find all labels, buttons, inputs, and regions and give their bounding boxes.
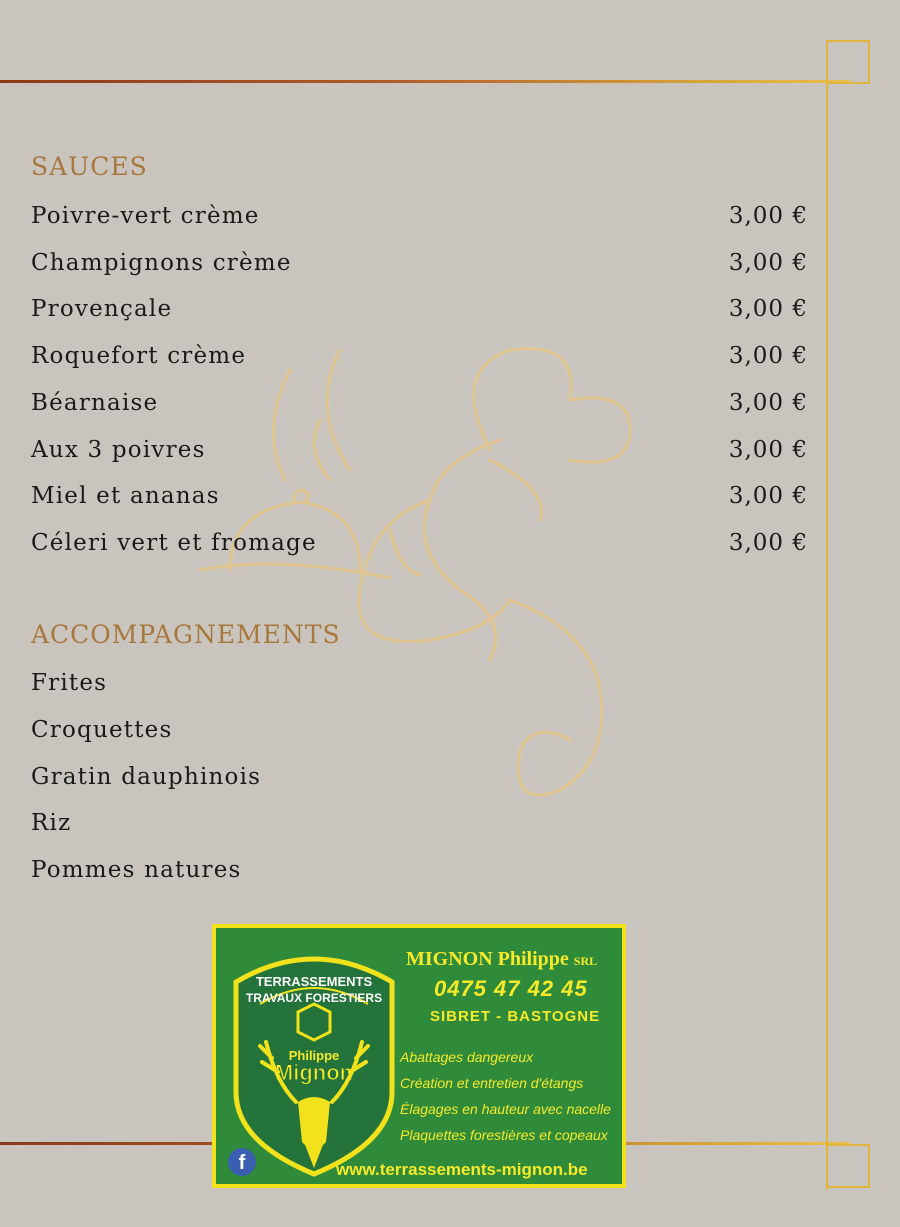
gold-corner-top xyxy=(826,40,870,84)
top-divider xyxy=(0,80,850,83)
company-suffix: SRL xyxy=(573,954,598,968)
logo-arc-top: TERRASSEMENTS xyxy=(255,974,373,989)
service-item: Plaquettes forestières et copeaux xyxy=(400,1127,608,1143)
item-name: Pommes natures xyxy=(31,857,242,883)
item-name: Aux 3 poivres xyxy=(31,437,206,463)
item-name: Gratin dauphinois xyxy=(31,764,262,790)
facebook-icon[interactable]: f xyxy=(228,1148,256,1176)
item-price: 3,00 € xyxy=(728,437,808,463)
company-name-text: MIGNON Philippe xyxy=(406,948,569,970)
menu-row xyxy=(31,757,808,797)
item-price: 3,00 € xyxy=(728,343,808,369)
menu-row xyxy=(31,476,808,516)
gold-corner-bottom xyxy=(826,1144,870,1188)
item-name: Riz xyxy=(31,810,72,836)
item-price: 3,00 € xyxy=(728,250,808,276)
menu-row xyxy=(31,803,808,843)
service-item: Abattages dangereux xyxy=(400,1049,534,1065)
service-item: Élagages en hauteur avec nacelle xyxy=(400,1101,611,1117)
item-name: Béarnaise xyxy=(31,390,159,416)
company-name xyxy=(406,948,621,971)
item-price: 3,00 € xyxy=(728,530,808,556)
company-logo-icon xyxy=(226,942,402,1180)
menu-row xyxy=(31,523,808,563)
item-name: Frites xyxy=(31,670,108,696)
menu-row xyxy=(31,710,808,750)
menu-row xyxy=(31,243,808,283)
item-name: Poivre-vert crème xyxy=(31,203,260,229)
item-name: Céleri vert et fromage xyxy=(31,530,317,556)
item-price: 3,00 € xyxy=(728,203,808,229)
item-name: Provençale xyxy=(31,296,173,322)
menu-row xyxy=(31,383,808,423)
item-price: 3,00 € xyxy=(728,296,808,322)
gold-frame-line xyxy=(826,40,828,1190)
services-list xyxy=(400,1044,611,1148)
menu-row xyxy=(31,196,808,236)
company-city: SIBRET - BASTOGNE xyxy=(430,1008,601,1025)
item-price: 3,00 € xyxy=(728,390,808,416)
item-price: 3,00 € xyxy=(728,483,808,509)
item-name: Champignons crème xyxy=(31,250,292,276)
website-link[interactable]: www.terrassements-mignon.be xyxy=(336,1160,588,1179)
menu-row xyxy=(31,430,808,470)
phone-number[interactable]: 0475 47 42 45 xyxy=(434,976,588,1001)
sauces-title: SAUCES xyxy=(31,152,148,181)
service-item: Création et entretien d'étangs xyxy=(400,1075,584,1091)
sponsor-ad[interactable] xyxy=(212,924,626,1188)
logo-name-1: Philippe xyxy=(288,1048,340,1063)
item-name: Roquefort crème xyxy=(31,343,247,369)
menu-row xyxy=(31,289,808,329)
logo-name-2: Mignon xyxy=(274,1060,354,1085)
menu-row xyxy=(31,336,808,376)
menu-row xyxy=(31,663,808,703)
accompagnements-title: ACCOMPAGNEMENTS xyxy=(31,620,341,649)
logo-arc-bottom: TRAVAUX FORESTIERS xyxy=(245,991,383,1005)
menu-row xyxy=(31,850,808,890)
item-name: Croquettes xyxy=(31,717,173,743)
item-name: Miel et ananas xyxy=(31,483,220,509)
